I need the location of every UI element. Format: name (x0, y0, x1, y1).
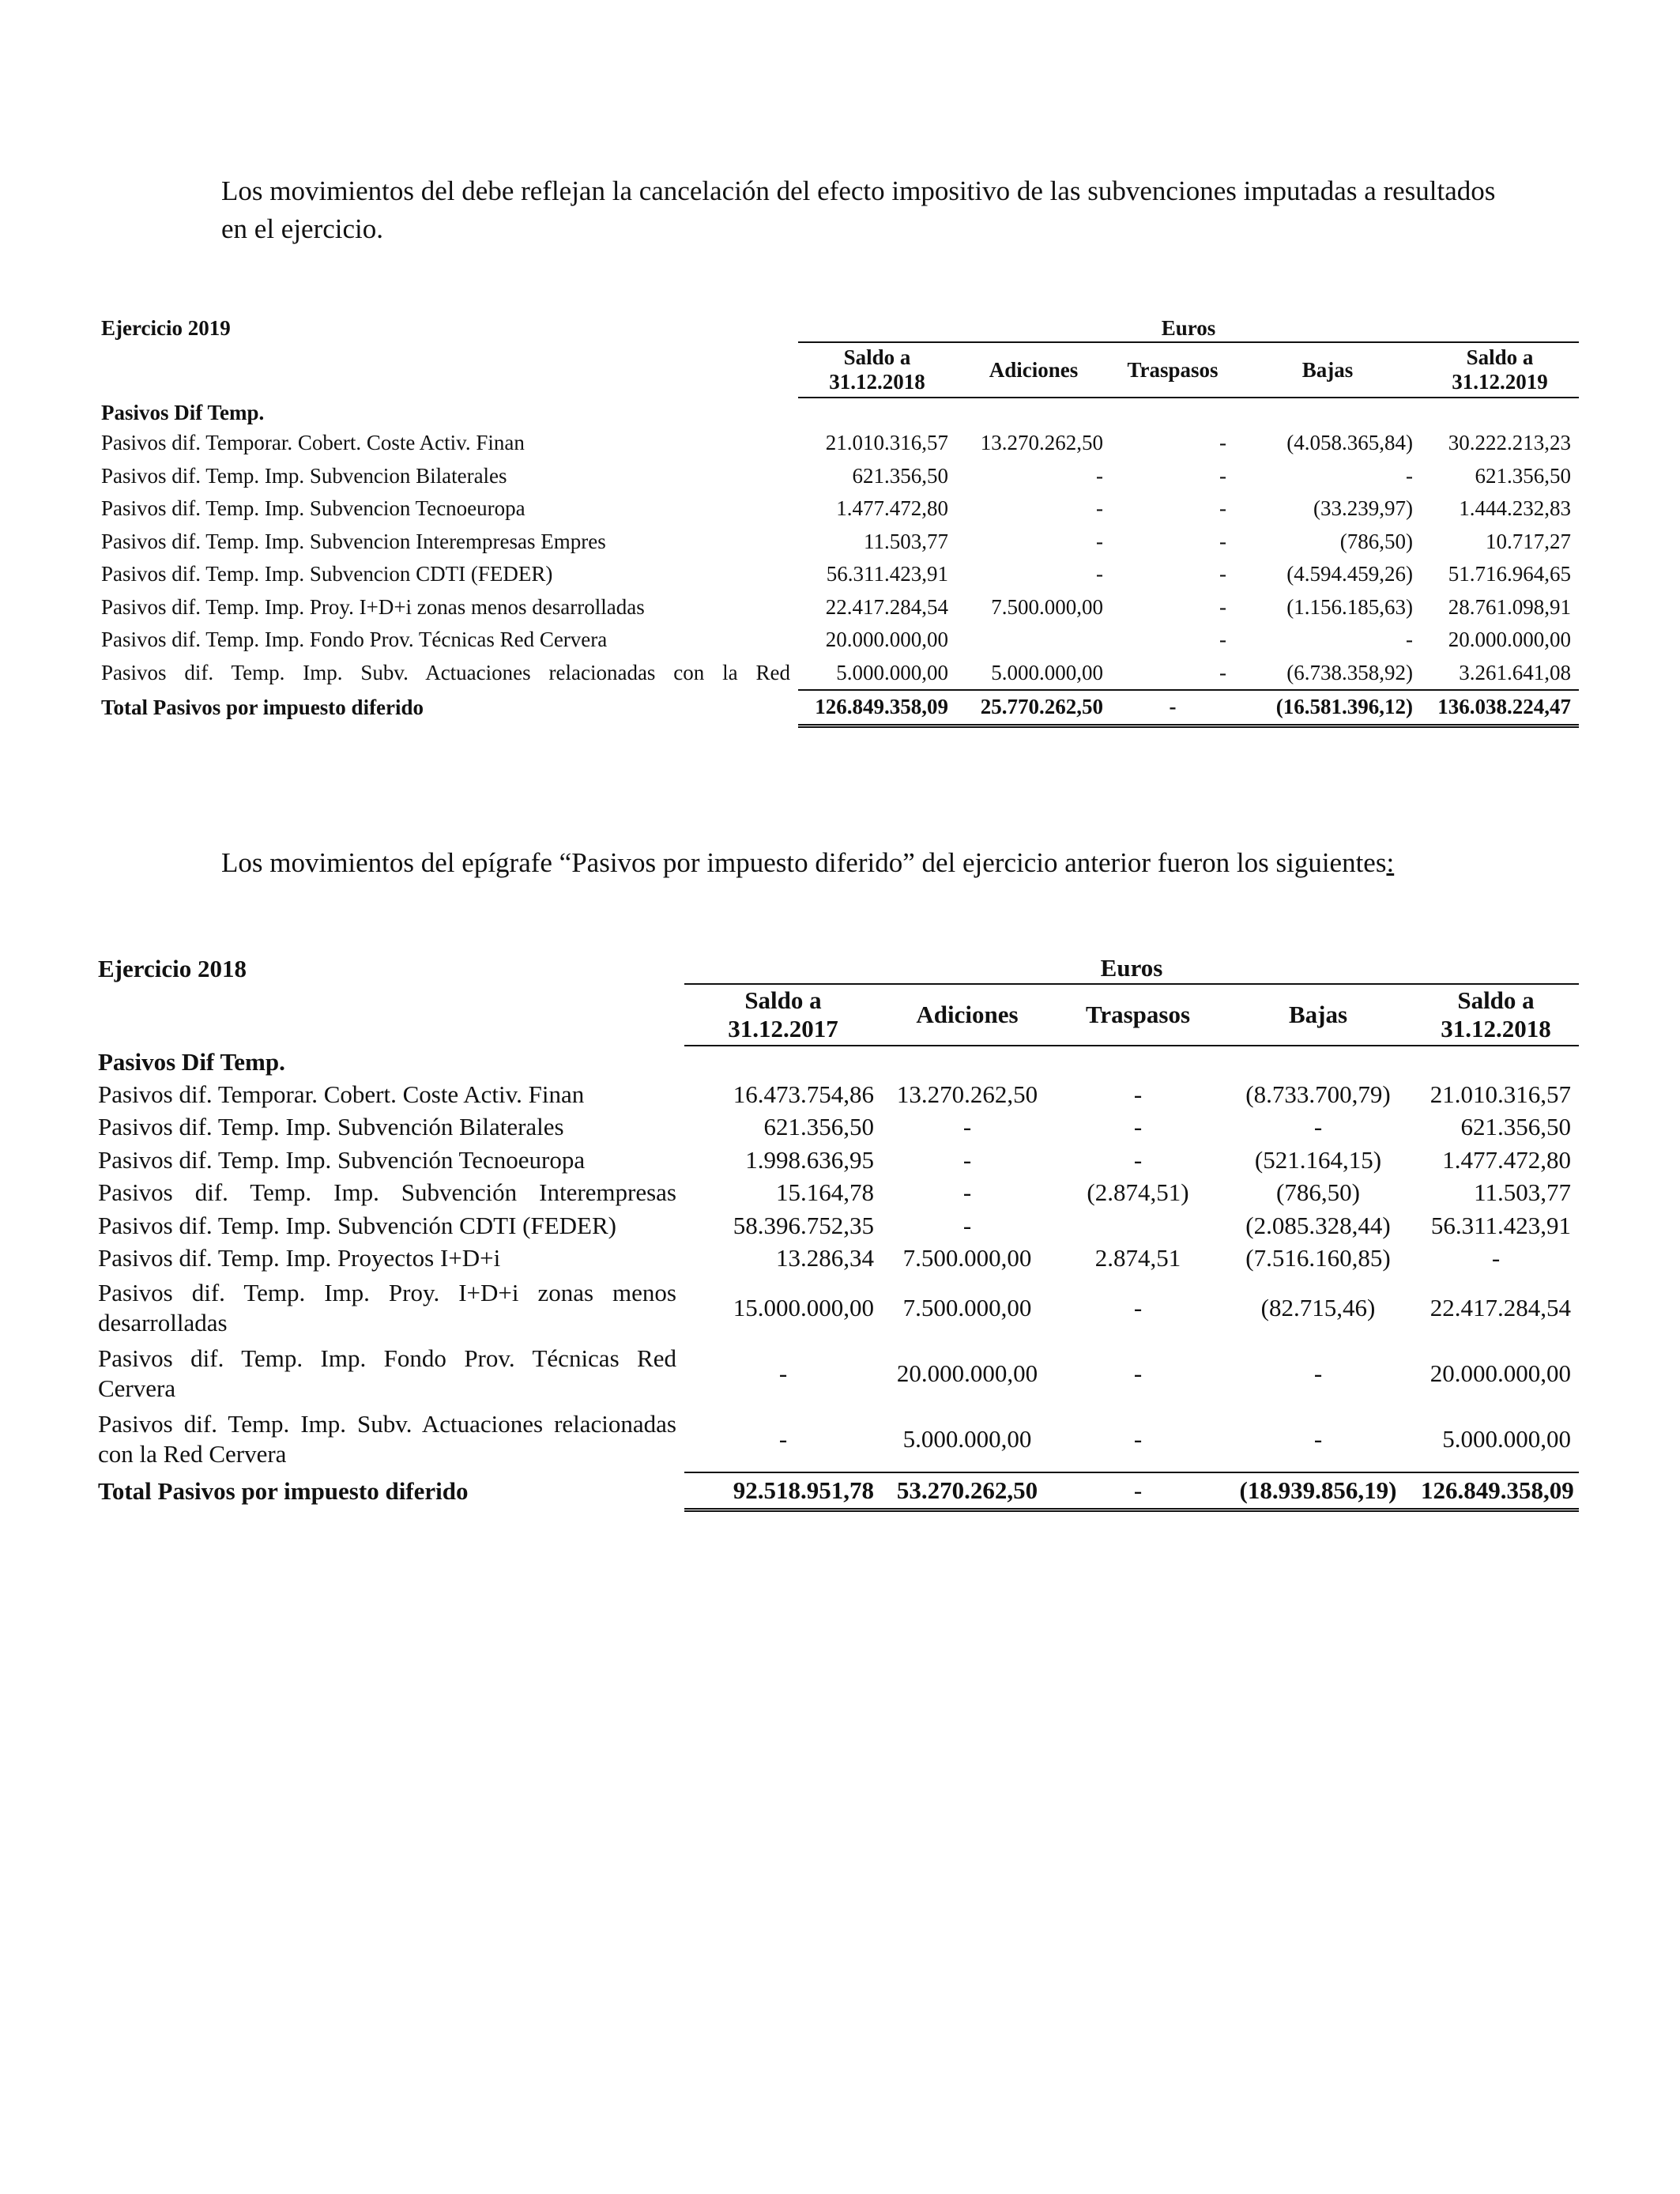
cell: 5.000.000,00 (902, 1424, 1032, 1453)
cell: - (778, 1359, 788, 1387)
cell: 13.286,34 (776, 1244, 874, 1272)
cell: - (1133, 1424, 1143, 1453)
column-header: Bajas (1223, 984, 1413, 1046)
cell: - (1096, 562, 1103, 586)
cell: 5.000.000,00 (836, 660, 948, 684)
cell (1053, 1209, 1223, 1242)
column-header: Adiciones (882, 984, 1053, 1046)
total-label: Total Pasivos por impuesto diferido (98, 1476, 469, 1505)
row-label: Pasivos dif. Temp. Imp. Proy. I+D+i zonas menos desarrolladas (101, 594, 645, 619)
cell: - (1133, 1359, 1143, 1387)
cell: 621.356,50 (1475, 463, 1572, 488)
cell: - (1096, 529, 1103, 553)
cell: - (1313, 1424, 1323, 1453)
column-header: Bajas (1234, 342, 1421, 398)
table-body (93, 427, 1579, 690)
cell (956, 624, 1111, 657)
row-label: Pasivos dif. Temp. Imp. Subvencion Tecnoeuropa (101, 496, 525, 521)
cell: - (1133, 1293, 1143, 1321)
cell: - (962, 1178, 972, 1207)
row-label: Pasivos dif. Temp. Imp. Subvencion Interempresas Empres (101, 529, 606, 553)
cell: - (1219, 431, 1226, 455)
table-row (93, 427, 1579, 460)
table-row (90, 1144, 1579, 1177)
cell: (82.715,46) (1260, 1293, 1376, 1321)
cell: - (1219, 562, 1226, 586)
cell: 7.500.000,00 (902, 1293, 1032, 1321)
column-header: Saldo a 31.12.2017 (684, 984, 882, 1046)
cell: 21.010.316,57 (825, 431, 948, 455)
row-label: Pasivos dif. Temp. Imp. Subv. Actuaciones relacionadas con la Red Cervera (98, 1410, 676, 1468)
cell: (2.874,51) (1087, 1178, 1189, 1207)
table-title: Ejercicio 2018 (98, 954, 247, 982)
cell: 11.503,77 (1474, 1178, 1572, 1207)
cell: - (1133, 1113, 1143, 1141)
cell: 15.164,78 (776, 1178, 874, 1207)
table-row (90, 1177, 1579, 1210)
cell: 30.222.213,23 (1448, 431, 1572, 455)
cell: 10.717,27 (1486, 529, 1572, 553)
total-cell: - (1111, 690, 1234, 726)
table-row (93, 526, 1579, 559)
cell: - (1219, 529, 1226, 553)
cell: 20.000.000,00 (825, 628, 948, 652)
cell: - (962, 1211, 972, 1239)
row-label: Pasivos dif. Temp. Imp. Subvencion Bilaterales (101, 463, 507, 488)
cell: - (1313, 1113, 1323, 1141)
cell: - (1219, 628, 1226, 652)
row-label: Pasivos dif. Temp. Imp. Fondo Prov. Técnicas Red Cervera (98, 1344, 676, 1402)
cell: 1.477.472,80 (1442, 1145, 1572, 1174)
total-cell: (16.581.396,12) (1234, 690, 1421, 726)
cell: 22.417.284,54 (1430, 1293, 1572, 1321)
cell: 1.998.636,95 (745, 1145, 874, 1174)
cell: 20.000.000,00 (1430, 1359, 1572, 1387)
cell: - (1406, 628, 1413, 652)
total-cell: (18.939.856,19) (1223, 1472, 1413, 1510)
total-cell: 136.038.224,47 (1421, 690, 1579, 726)
row-label: Pasivos dif. Temporar. Cobert. Coste Activ. Finan (98, 1080, 585, 1108)
cell: - (1096, 463, 1103, 488)
cell: - (962, 1113, 972, 1141)
cell: (7.516.160,85) (1245, 1244, 1391, 1272)
cell: 1.477.472,80 (836, 496, 948, 521)
cell: (8.733.700,79) (1245, 1080, 1391, 1108)
column-header: Saldo a 31.12.2018 (798, 342, 956, 398)
table-row (93, 624, 1579, 657)
cell: (6.738.358,92) (1286, 660, 1413, 684)
cell: (33.239,97) (1313, 496, 1413, 521)
total-cell: 92.518.951,78 (684, 1472, 882, 1510)
cell: 7.500.000,00 (902, 1244, 1032, 1272)
cell: (2.085.328,44) (1245, 1211, 1391, 1239)
cell: 13.270.262,50 (980, 431, 1103, 455)
table-row (93, 558, 1579, 591)
cell: - (1096, 496, 1103, 521)
total-cell: 126.849.358,09 (1413, 1472, 1579, 1510)
cell: 20.000.000,00 (1448, 628, 1572, 652)
cell: 3.261.641,08 (1459, 660, 1572, 684)
cell: (4.594.459,26) (1286, 562, 1413, 586)
cell: 2.874,51 (1094, 1244, 1181, 1272)
total-row (93, 690, 1579, 726)
cell: 11.503,77 (864, 529, 948, 553)
currency-header: Euros (684, 953, 1579, 984)
cell: 56.311.423,91 (1430, 1211, 1572, 1239)
cell: - (1219, 463, 1226, 488)
cell: 13.270.262,50 (896, 1080, 1038, 1108)
table-row (93, 591, 1579, 624)
total-label: Total Pasivos por impuesto diferido (101, 696, 424, 719)
row-label: Pasivos dif. Temp. Imp. Subvención Interempresas (98, 1178, 676, 1207)
cell: 1.444.232,83 (1459, 496, 1572, 521)
table-ejercicio-2018 (90, 953, 1579, 1512)
cell: - (1219, 496, 1226, 521)
cell: (786,50) (1276, 1178, 1360, 1207)
cell: 621.356,50 (852, 463, 948, 488)
cell: 28.761.098,91 (1448, 594, 1572, 619)
cell: - (778, 1424, 788, 1453)
cell: - (1313, 1359, 1323, 1387)
table-row (90, 1242, 1579, 1276)
table-row (90, 1275, 1579, 1340)
second-paragraph: Los movimientos del epígrafe “Pasivos por impuesto diferido” del ejercicio anterior fueron los siguientes: (221, 847, 1395, 878)
column-header: Traspasos (1053, 984, 1223, 1046)
row-label: Pasivos dif. Temp. Imp. Subvención CDTI (FEDER) (98, 1211, 616, 1239)
cell: 621.356,50 (1460, 1113, 1572, 1141)
cell: (521.164,15) (1254, 1145, 1382, 1174)
table-row (93, 492, 1579, 526)
cell: 20.000.000,00 (896, 1359, 1038, 1387)
cell: 621.356,50 (763, 1113, 874, 1141)
cell: 58.396.752,35 (733, 1211, 874, 1239)
column-header: Saldo a 31.12.2019 (1421, 342, 1579, 398)
column-header: Saldo a 31.12.2018 (1413, 984, 1579, 1046)
column-header: Adiciones (956, 342, 1111, 398)
cell: (4.058.365,84) (1286, 431, 1413, 455)
currency-header: Euros (798, 315, 1579, 342)
row-label: Pasivos dif. Temp. Imp. Proyectos I+D+i (98, 1244, 501, 1272)
cell: - (962, 1145, 972, 1174)
cell: - (1133, 1080, 1143, 1108)
row-label: Pasivos dif. Temp. Imp. Subvención Bilaterales (98, 1113, 564, 1141)
row-label: Pasivos dif. Temp. Imp. Proy. I+D+i zonas menos desarrolladas (98, 1278, 676, 1336)
total-row (90, 1472, 1579, 1510)
cell: 56.311.423,91 (826, 562, 948, 586)
total-cell: - (1053, 1472, 1223, 1510)
table-row (93, 460, 1579, 493)
cell: (786,50) (1339, 529, 1413, 553)
cell: 21.010.316,57 (1430, 1080, 1572, 1108)
row-label: Pasivos dif. Temp. Imp. Subv. Actuaciones relacionadas con la Red (101, 661, 790, 685)
cell: - (1406, 463, 1413, 488)
table-row (90, 1209, 1579, 1242)
row-label: Pasivos dif. Temp. Imp. Subvención Tecnoeuropa (98, 1145, 586, 1174)
total-cell: 25.770.262,50 (956, 690, 1111, 726)
cell: 16.473.754,86 (733, 1080, 874, 1108)
table-body (90, 1078, 1579, 1472)
total-cell: 126.849.358,09 (798, 690, 956, 726)
row-label: Pasivos dif. Temp. Imp. Fondo Prov. Técnicas Red Cervera (101, 628, 608, 652)
cell: - (1133, 1145, 1143, 1174)
intro-paragraph: Los movimientos del debe reflejan la cancelación del efecto impositivo de las subvenciones imputadas a resultados en el ejercicio. (221, 175, 1496, 244)
total-cell: 53.270.262,50 (882, 1472, 1053, 1510)
cell: 5.000.000,00 (991, 660, 1103, 684)
table-ejercicio-2019 (93, 315, 1579, 728)
cell: (1.156.185,63) (1286, 594, 1413, 619)
table-row (90, 1111, 1579, 1144)
cell: 51.716.964,65 (1448, 562, 1572, 586)
row-label: Pasivos dif. Temporar. Cobert. Coste Activ. Finan (101, 431, 525, 455)
table-row (90, 1340, 1579, 1406)
section-label: Pasivos Dif Temp. (101, 400, 265, 424)
cell: 7.500.000,00 (991, 594, 1103, 619)
cell: 5.000.000,00 (1442, 1424, 1572, 1453)
table-row (90, 1078, 1579, 1111)
table-row (93, 657, 1579, 691)
cell: - (1491, 1244, 1501, 1272)
row-label: Pasivos dif. Temp. Imp. Subvencion CDTI (FEDER) (101, 562, 553, 586)
table-title: Ejercicio 2019 (101, 316, 231, 340)
section-label: Pasivos Dif Temp. (98, 1048, 285, 1076)
cell: 22.417.284,54 (825, 594, 948, 619)
cell: - (1219, 594, 1226, 619)
cell: - (1219, 660, 1226, 684)
cell: 15.000.000,00 (733, 1293, 874, 1321)
column-header: Traspasos (1111, 342, 1234, 398)
table-row (90, 1406, 1579, 1472)
